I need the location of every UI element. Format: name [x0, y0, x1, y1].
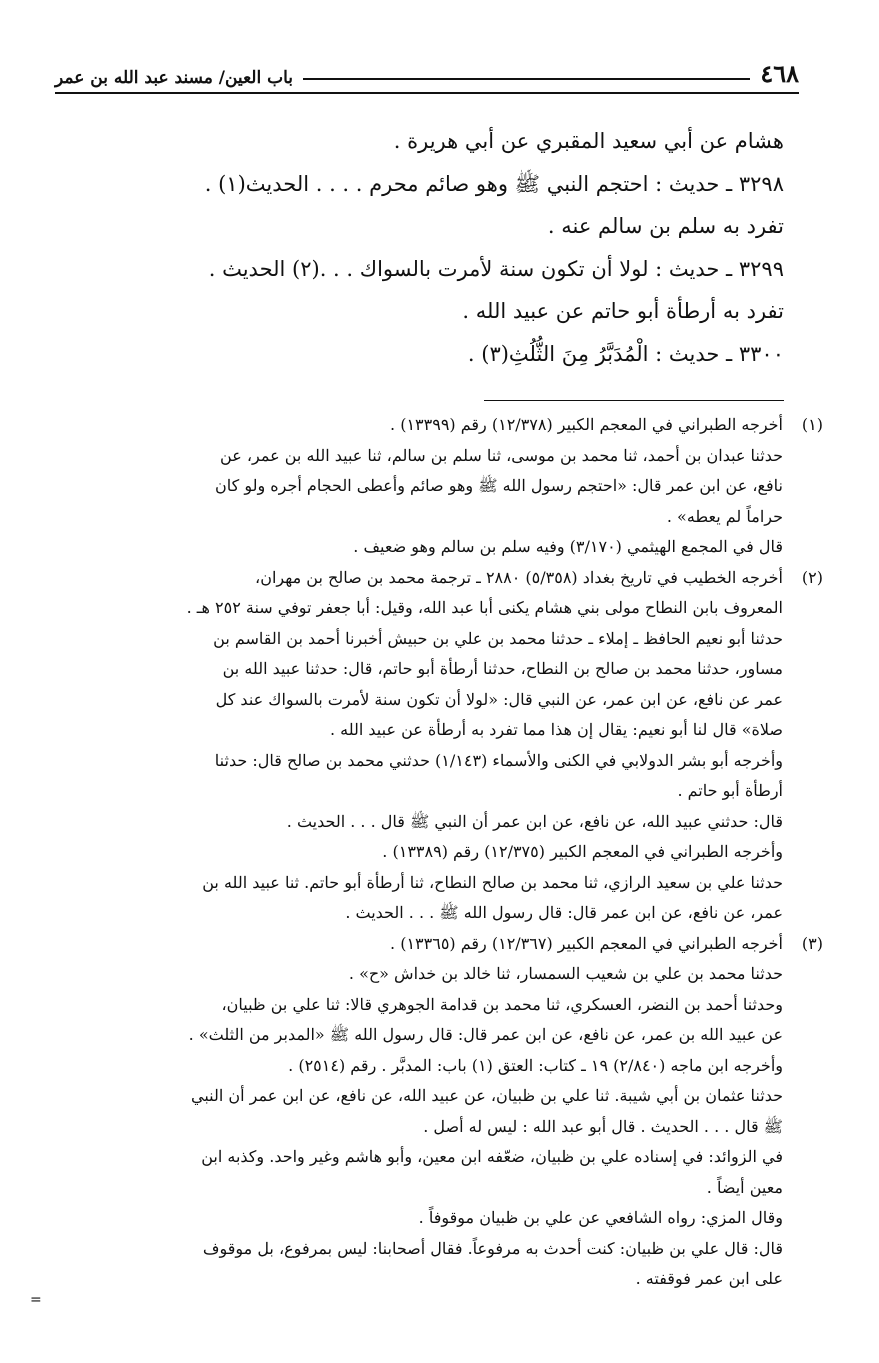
running-title: باب العين/ مسند عبد الله بن عمر	[55, 68, 293, 88]
footnote-line: وحدثنا أحمد بن النضر، العسكري، ثنا محمد بن قدامة الجوهري قالا: ثنا علي بن ظبيان،	[221, 994, 783, 1014]
main-line: تفرد به سلم بن سالم عنه .	[547, 214, 784, 238]
footnote-line: أخرجه الطبراني في المعجم الكبير (١٢/٣٦٧) رقم (١٣٣٦٥) .	[390, 933, 783, 953]
footnote-mark: (٢)	[801, 567, 823, 587]
footnote-line: وقال المزي: رواه الشافعي عن علي بن ظبيان موقوفاً .	[418, 1208, 783, 1227]
header-rule	[55, 92, 799, 94]
footnote-line: أرطأة أبو حاتم .	[677, 781, 783, 800]
hadith-3298: ٣٢٩٨ ـ حديث : احتجم النبي ﷺ وهو صائم محرم . . . . الحديث(١) .	[204, 171, 784, 196]
footnote-line: عمر عن نافع، عن ابن عمر، عن النبي قال: «لولا أن تكون سنة لأمرت بالسواك عند كل	[215, 689, 783, 709]
footnote-line: وأخرجه أبو بشر الدولابي في الكنى والأسماء (١/١٤٣) حدثني محمد بن صالح قال: حدثنا	[214, 750, 783, 770]
footnote-mark: (٣)	[801, 933, 823, 953]
footnote-line: عن عبيد الله بن عمر، عن نافع، عن ابن عمر قال: قال رسول الله ﷺ «المدبر من الثلث» .	[188, 1025, 783, 1044]
footnote-line: أخرجه الخطيب في تاريخ بغداد (٥/٣٥٨) ٢٨٨٠ ـ ترجمة محمد بن صالح بن مهران،	[255, 567, 783, 587]
footnote-2	[45, 563, 823, 929]
footnote-line: قال في المجمع الهيثمي (٣/١٧٠) وفيه سلم بن سالم وهو ضعيف .	[353, 537, 783, 556]
footnote-line: حدثنا أبو نعيم الحافظ ـ إملاء ـ حدثنا محمد بن علي بن حبيش أخبرنا أحمد بن القاسم بن	[213, 628, 783, 648]
footnote-line: أخرجه الطبراني في المعجم الكبير (١٢/٣٧٨) رقم (١٣٣٩٩) .	[390, 415, 783, 434]
footnote-line: ﷺ قال . . . الحديث . قال أبو عبد الله : ليس له أصل .	[423, 1116, 783, 1136]
footnotes	[45, 410, 823, 1295]
footnote-body	[45, 929, 783, 1295]
footnote-line: صلاة» قال لنا أبو نعيم: يقال إن هذا مما تفرد به أرطأة عن عبيد الله .	[329, 720, 783, 739]
footnote-line: وأخرجه ابن ماجه (٢/٨٤٠) ١٩ ـ كتاب: العتق (١) باب: المدبَّر . رقم (٢٥١٤) .	[288, 1055, 783, 1075]
footnote-line: وأخرجه الطبراني في المعجم الكبير (١٢/٣٧٥) رقم (١٣٣٨٩) .	[382, 842, 783, 861]
page-number: ٤٦٨	[760, 59, 799, 88]
footnote-1	[45, 410, 823, 563]
margin-mark: =	[30, 1292, 42, 1308]
footnote-line: حدثنا عثمان بن أبي شيبة. ثنا علي بن ظبيان، عن عبيد الله، عن نافع، عن ابن عمر أن النبي	[191, 1086, 783, 1105]
footnote-line: نافع، عن ابن عمر قال: «احتجم رسول الله ﷺ وهو صائم وأعطى الحجام أجره ولو كان	[215, 476, 783, 495]
footnote-line: معين أيضاً .	[706, 1177, 783, 1197]
hadith-3300: ٣٣٠٠ ـ حديث : الْمُدَبَّرُ مِنَ الثُّلُثِ(٣) .	[467, 341, 784, 366]
footnote-line: مساور، حدثنا محمد بن صالح بن النطاح، حدثنا أرطأة أبو حاتم، قال: حدثنا عبيد الله بن	[222, 659, 783, 678]
hadith-3299: ٣٢٩٩ ـ حديث : لولا أن تكون سنة لأمرت بالسواك . . .(٢) الحديث .	[208, 256, 784, 281]
footnote-line: حدثنا محمد بن علي بن شعيب السمسار، ثنا خالد بن خداش «ح» .	[348, 964, 783, 983]
footnote-line: حدثنا علي بن سعيد الرازي، ثنا محمد بن صالح النطاح، ثنا أرطأة أبو حاتم. ثنا عبيد الله بن	[202, 872, 783, 892]
footnote-separator	[484, 400, 784, 401]
main-line: هشام عن أبي سعيد المقبري عن أبي هريرة .	[393, 129, 784, 153]
footnote-line: على ابن عمر فوقفته .	[635, 1269, 783, 1288]
footnote-3	[45, 929, 823, 1295]
main-text	[60, 120, 784, 375]
footnote-body	[45, 410, 783, 563]
footnote-line: قال: حدثني عبيد الله، عن نافع، عن ابن عمر أن النبي ﷺ قال . . . الحديث .	[286, 811, 783, 831]
footnote-line: في الزوائد: في إسناده علي بن ظبيان، ضعّفه ابن معين، وأبو هاشم وغير واحد. وكذبه ابن	[201, 1147, 783, 1166]
footnote-line: المعروف بابن النطاح مولى بني هشام يكنى أبا عبد الله، وقيل: أبا جعفر توفي سنة ٢٥٢ هـ .	[186, 598, 783, 617]
footnote-line: قال: قال علي بن ظبيان: كنت أحدث به مرفوعاً. فقال أصحابنا: ليس بمرفوع، بل موقوف	[202, 1238, 783, 1258]
footnote-line: حراماً لم يعطه» .	[666, 506, 783, 526]
footnote-mark: (١)	[801, 415, 823, 434]
footnote-body	[45, 563, 783, 929]
footnote-line: حدثنا عبدان بن أحمد، ثنا محمد بن موسى، ثنا سلم بن سالم، ثنا عبيد الله بن عمر، عن	[220, 445, 783, 465]
main-line: تفرد به أرطأة أبو حاتم عن عبيد الله .	[462, 299, 784, 323]
running-header	[55, 52, 799, 88]
header-line	[303, 78, 750, 80]
footnote-line: عمر، عن نافع، عن ابن عمر قال: قال رسول الله ﷺ . . . الحديث .	[345, 903, 783, 922]
